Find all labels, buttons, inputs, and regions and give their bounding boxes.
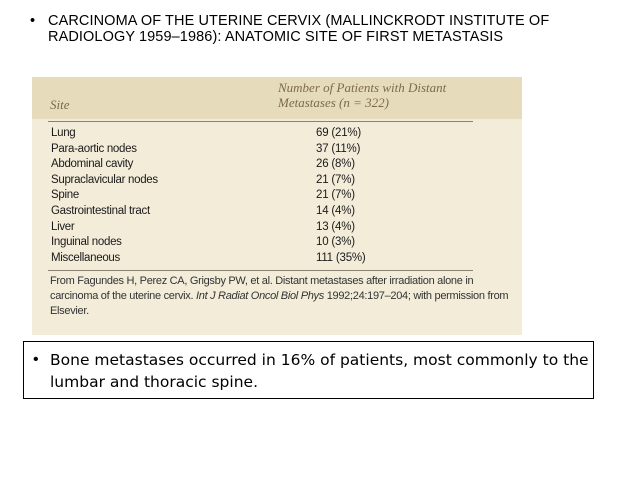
- row-count: 26 (8%): [316, 158, 355, 171]
- table-row: [32, 126, 522, 142]
- note-bullet: •: [33, 351, 39, 368]
- table-row: [32, 251, 522, 267]
- row-count: 37 (11%): [316, 142, 361, 155]
- row-count: 111 (35%): [316, 251, 366, 264]
- table-row: [32, 142, 522, 158]
- row-count: 69 (21%): [316, 127, 362, 139]
- table-row: [32, 220, 522, 236]
- table-row: [32, 188, 522, 204]
- row-site: Gastrointestinal tract: [51, 204, 150, 217]
- header-count: Number of Patients with Distant Metastases (n = 322): [278, 80, 447, 110]
- heading-text: CARCINOMA OF THE UTERINE CERVIX (MALLINCKRODT INSTITUTE OF RADIOLOGY 1959–1986): ANATOMIC SITE OF FIRST METASTASIS: [48, 13, 550, 45]
- bone-metastases-note: [23, 341, 594, 399]
- heading-bullet: •: [30, 13, 36, 29]
- header-divider: [48, 121, 473, 122]
- citation-text: From Fagundes H, Perez CA, Grigsby PW, et al. Distant metastases after irradiation alone in carcinoma of the uterine cervix.: [50, 275, 474, 302]
- row-site: Spine: [51, 189, 79, 202]
- row-site: Lung: [51, 127, 76, 139]
- note-text: Bone metastases occurred in 16% of patients, most commonly to the lumbar and thoracic spine.: [50, 351, 589, 391]
- row-count: 10 (3%): [316, 236, 355, 249]
- table-row: [32, 157, 522, 173]
- row-site: Inguinal nodes: [51, 236, 122, 249]
- row-count: 21 (7%): [316, 173, 355, 186]
- slide-heading: [30, 14, 610, 45]
- row-site: Supraclavicular nodes: [51, 173, 158, 186]
- citation-details: 1992;24:197–204; with permission from Elsevier.: [50, 290, 509, 317]
- row-site: Miscellaneous: [51, 251, 120, 264]
- row-count: 14 (4%): [316, 204, 355, 217]
- table-row: [32, 173, 522, 189]
- citation-journal: Int J Radiat Oncol Biol Phys: [196, 290, 324, 302]
- table-body: [32, 126, 522, 266]
- header-site: Site: [50, 97, 70, 112]
- row-count: 13 (4%): [316, 220, 355, 233]
- table-row: [32, 235, 522, 251]
- row-count: 21 (7%): [316, 189, 355, 202]
- table-citation: [50, 274, 520, 319]
- row-site: Liver: [51, 220, 75, 233]
- table-bottom-divider: [48, 270, 473, 271]
- metastasis-table: [32, 77, 522, 335]
- table-row: [32, 204, 522, 220]
- row-site: Para-aortic nodes: [51, 142, 137, 155]
- row-site: Abdominal cavity: [51, 158, 134, 171]
